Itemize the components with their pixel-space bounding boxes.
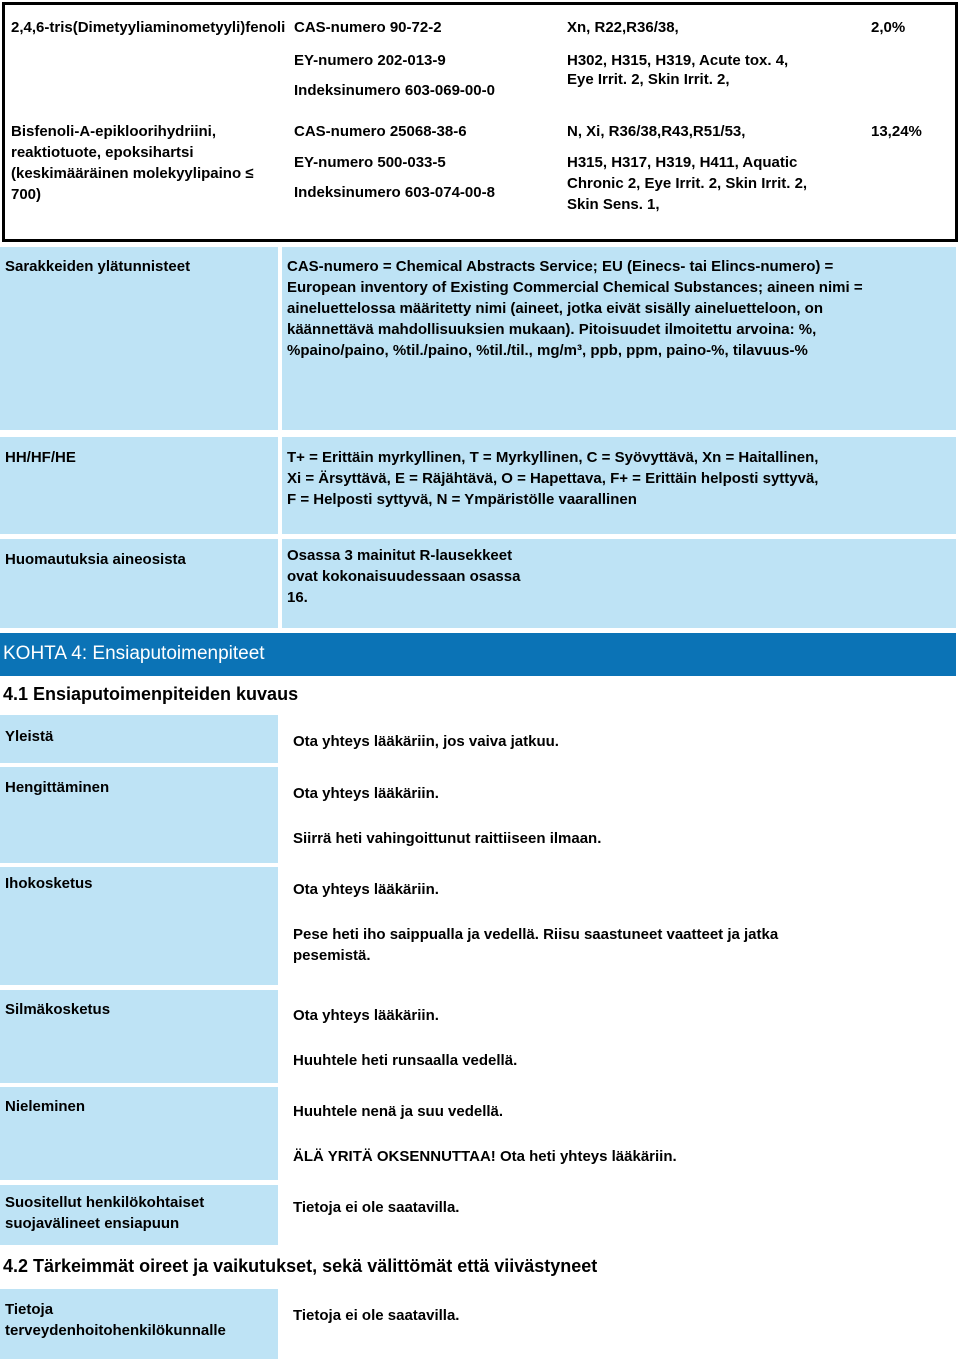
legend-headers-text-cell [282,247,956,430]
component-classification: Skin Sens. 1, [567,196,660,213]
first-aid-eye-label-cell [0,990,278,1083]
legend-hazard-text: Xi = Ärsyttävä, E = Räjähtävä, O = Hapettava, F+ = Erittäin helposti syttyvä, [287,470,819,487]
component-classification: Chronic 2, Eye Irrit. 2, Skin Irrit. 2, [567,175,808,192]
legend-notes-label-cell [0,539,278,628]
legend-headers-text: käännettävä mahdollisuuksien mukaan). Pitoisuudet ilmoitettu arvoina: %, [287,321,817,338]
first-aid-inhalation-text: Ota yhteys lääkäriin. [293,785,439,802]
first-aid-inhalation-label-cell [0,767,278,863]
legend-headers-text: aineluettelossa määritetty nimi (aineet, jotka eivät sisälly aineluetteloon, on [287,300,824,317]
component-index: Indeksinumero 603-069-00-0 [294,82,495,99]
component-percent: 13,24% [871,123,922,140]
component-classification: Xn, R22,R36/38, [567,19,679,36]
legend-hazard-text: T+ = Erittäin myrkyllinen, T = Myrkyllinen, C = Syövyttävä, Xn = Haitallinen, [287,449,819,466]
legend-hazard-label-cell [0,437,278,534]
legend-hazard-label: HH/HF/HE [5,449,76,466]
component-classification: H302, H315, H319, Acute tox. 4, [567,52,789,69]
legend-headers-text: CAS-numero = Chemical Abstracts Service; EU (Einecs- tai Elincs-numero) = [287,258,834,275]
first-aid-ingestion-text: Huuhtele nenä ja suu vedellä. [293,1103,504,1120]
legend-notes-text: ovat kokonaisuudessaan osassa [287,568,521,585]
component-classification: N, Xi, R36/38,R43,R51/53, [567,123,746,140]
first-aid-ppe-text: Tietoja ei ole saatavilla. [293,1199,460,1216]
component-cas: CAS-numero 90-72-2 [294,19,442,36]
subsection-4-2-heading: 4.2 Tärkeimmät oireet ja vaikutukset, sekä välittömät että viivästyneet [3,1256,598,1276]
first-aid-inhalation-text: Siirrä heti vahingoittunut raittiiseen ilmaan. [293,830,602,847]
component-percent: 2,0% [871,19,906,36]
components-table [2,2,958,242]
first-aid-general-label-cell [0,715,278,763]
health-personnel-text: Tietoja ei ole saatavilla. [293,1307,460,1324]
first-aid-ingestion-label-cell [0,1087,278,1180]
legend-notes-text: 16. [287,589,308,606]
first-aid-ppe-label: suojavälineet ensiapuun [5,1215,180,1232]
first-aid-eye-text: Ota yhteys lääkäriin. [293,1007,439,1024]
first-aid-skin-text: Ota yhteys lääkäriin. [293,881,439,898]
section-4-header: KOHTA 4: Ensiaputoimenpiteet [0,633,956,676]
component-classification: H315, H317, H319, H411, Aquatic [567,154,798,171]
component-name: 2,4,6-tris(Dimetyyliaminometyyli)fenoli [11,19,286,36]
first-aid-ingestion-text: ÄLÄ YRITÄ OKSENNUTTAA! Ota heti yhteys lääkäriin. [293,1148,677,1165]
health-personnel-label: terveydenhoitohenkilökunnalle [5,1322,226,1339]
first-aid-inhalation-label: Hengittäminen [5,779,110,796]
first-aid-eye-text: Huuhtele heti runsaalla vedellä. [293,1052,518,1069]
component-classification: Eye Irrit. 2, Skin Irrit. 2, [567,71,730,88]
legend-hazard-text: F = Helposti syttyvä, N = Ympäristölle vaarallinen [287,491,637,508]
first-aid-eye-label: Silmäkosketus [5,1001,111,1018]
legend-headers-label: Sarakkeiden ylätunnisteet [5,258,191,275]
component-name: Bisfenoli-A-epikloorihydriini, [11,123,217,140]
first-aid-skin-text: pesemistä. [293,947,371,964]
health-personnel-label: Tietoja [5,1301,54,1318]
legend-notes-text-cell [282,539,956,628]
health-personnel-label-cell [0,1289,278,1359]
component-cas: CAS-numero 25068-38-6 [294,123,467,140]
first-aid-ppe-label-cell [0,1185,278,1245]
first-aid-general-label: Yleistä [5,728,54,745]
component-name: 700) [11,186,42,203]
legend-hazard-text-cell [282,437,956,534]
legend-notes-text: Osassa 3 mainitut R-lausekkeet [287,547,513,564]
component-ey: EY-numero 202-013-9 [294,52,446,69]
first-aid-general-text: Ota yhteys lääkäriin, jos vaiva jatkuu. [293,733,559,750]
legend-headers-label-cell [0,247,278,430]
subsection-4-1-heading: 4.1 Ensiaputoimenpiteiden kuvaus [3,684,299,704]
first-aid-ingestion-label: Nieleminen [5,1098,86,1115]
legend-headers-text: %paino/paino, %til./paino, %til./til., mg/m³, ppb, ppm, paino-%, tilavuus-% [287,342,808,359]
first-aid-skin-text: Pese heti iho saippualla ja vedellä. Riisu saastuneet vaatteet ja jatka [293,926,779,943]
legend-notes-label: Huomautuksia aineosista [5,551,186,568]
component-ey: EY-numero 500-033-5 [294,154,446,171]
component-index: Indeksinumero 603-074-00-8 [294,184,495,201]
legend-headers-text: European inventory of Existing Commercial Chemical Substances; aineen nimi = [287,279,863,296]
first-aid-skin-label-cell [0,867,278,985]
component-name: (keskimääräinen molekyylipaino ≤ [11,165,254,182]
first-aid-skin-label: Ihokosketus [5,875,93,892]
component-name: reaktiotuote, epoksihartsi [11,144,194,161]
first-aid-ppe-label: Suositellut henkilökohtaiset [5,1194,205,1211]
